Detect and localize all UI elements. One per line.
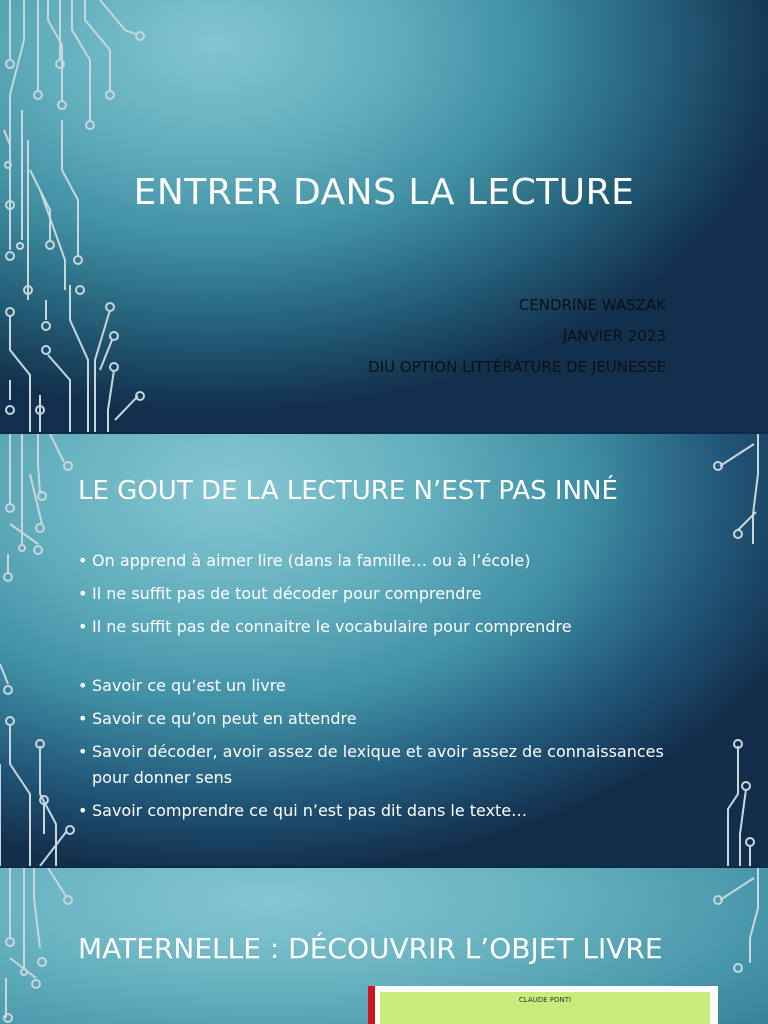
list-item: • Savoir décoder, avoir assez de lexique et avoir assez de connaissances pour donner sens: [78, 739, 688, 791]
book-author: CLAUDE PONTI: [518, 996, 572, 1004]
book-cover-image: [368, 986, 718, 1024]
circuit-decoration-icon: [0, 868, 80, 1024]
list-item: • Savoir ce qu’est un livre: [78, 673, 688, 699]
list-item: • Il ne suffit pas de tout décoder pour comprendre: [78, 581, 688, 607]
course-line: DIU OPTION LITTÉRATURE DE JEUNESSE: [368, 358, 666, 376]
slide-title-text: ENTRER DANS LA LECTURE: [133, 172, 635, 213]
book-spine: [368, 986, 375, 1024]
list-item: • Savoir ce qu’on peut en attendre: [78, 706, 688, 732]
bullet-list: [78, 548, 688, 831]
date-line: JANVIER 2023: [562, 327, 666, 345]
circuit-decoration-icon: [0, 0, 160, 432]
slide-title-text: LE GOUT DE LA LECTURE N’EST PAS INNÉ: [78, 476, 618, 506]
slide-title: [0, 0, 768, 432]
list-item: • On apprend à aimer lire (dans la famille… ou à l’école): [78, 548, 688, 574]
author-name: CENDRINE WASZAK: [518, 296, 666, 314]
slide-taste-of-reading: [0, 434, 768, 866]
slide-title-text: MATERNELLE : DÉCOUVRIR L’OBJET LIVRE: [78, 932, 663, 965]
list-item: • Savoir comprendre ce qui n’est pas dit dans le texte…: [78, 798, 688, 824]
list-item: • Il ne suffit pas de connaitre le vocabulaire pour comprendre: [78, 614, 688, 640]
book-cover: [380, 992, 710, 1024]
slide-maternelle: [0, 868, 768, 1024]
circuit-decoration-right-icon: [698, 434, 768, 866]
circuit-decoration-icon: [0, 434, 90, 866]
subtitle-block: [368, 290, 666, 383]
